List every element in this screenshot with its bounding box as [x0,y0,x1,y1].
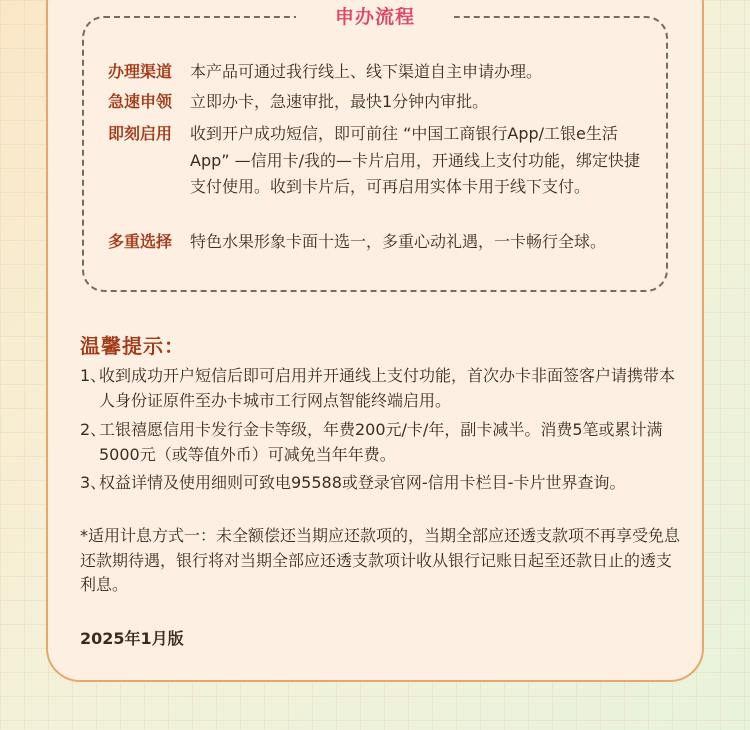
flow-item-fast-approval [108,89,644,116]
edition-label: 2025年1月版 [80,629,184,648]
flow-item-label: 即刻启用 [108,124,173,143]
flow-item-text: 特色水果形象卡面十选一，多重心动礼遇，一卡畅行全球。 [190,232,607,251]
tip-text: 工银禧愿信用卡发行金卡等级，年费200元/卡/年，副卡减半。消费5笔或累计满5000元（或等值外币）可减免当年年费。 [99,420,663,464]
interest-note: *适用计息方式一：未全额偿还当期应还款项的，当期全部应还透支款项不再享受免息还款期待遇，银行将对当期全部应还透支款项计收从银行记账日起至还款日止的透支利息。 [80,526,681,594]
tip-text: 收到成功开户短信后即可启用并开通线上支付功能，首次办卡非面签客户请携带本人身份证原件至办卡城市工行网点智能终端启用。 [99,366,676,410]
flow-item-text: 本产品可通过我行线上、线下渠道自主申请办理。 [190,62,543,81]
tip-text: 权益详情及使用细则可致电95588或登录官网-信用卡栏目-卡片世界查询。 [99,473,626,492]
flow-item-text: 立即办卡，急速审批，最快1分钟内审批。 [190,92,489,111]
flow-item-label: 急速申领 [108,92,173,111]
tip-item-1 [80,364,680,413]
flow-title-container [296,2,454,34]
flow-item-label: 多重选择 [108,232,173,251]
flow-item-channel [108,59,644,86]
flow-title: 申办流程 [334,6,415,28]
flow-item-text: 收到开户成功短信，即可前往 “中国工商银行App/工银e生活App” —信用卡/我的—卡片启用，开通线上支付功能，绑定快捷支付使用。收到卡片后，可再启用实体卡用于线下支付。 [190,124,641,196]
tip-number: 3、 [80,473,107,492]
tip-item-2 [80,418,680,467]
tip-number: 1、 [80,366,107,385]
tips-title: 温馨提示： [80,334,185,358]
flow-item-label: 办理渠道 [108,62,173,81]
flow-item-choices [108,229,644,256]
flow-item-activation [108,121,644,201]
tip-number: 2、 [80,420,107,439]
tip-item-3 [80,471,680,496]
